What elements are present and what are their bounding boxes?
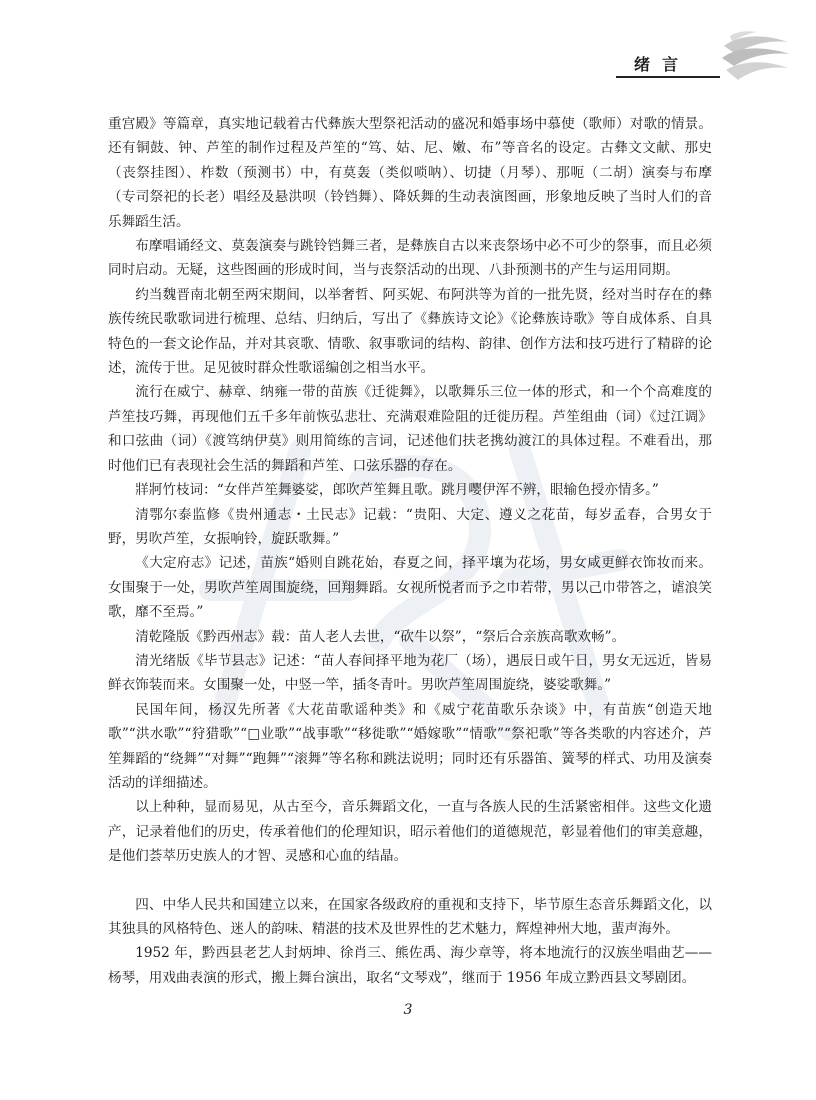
body-text <box>108 112 712 990</box>
page-header <box>0 0 816 90</box>
paragraph: 四、中华人民共和国建立以来，在国家各级政府的重视和支持下，毕节原生态音乐舞蹈文化，以其独具的风格特色、迷人的韵味、精湛的技术及世界性的艺术魅力，辉煌神州大地，蜚声海外。 <box>108 896 712 937</box>
paragraph: 《大定府志》记述，苗族“婚则自跳花始，春夏之间，择平壤为花场，男女咸更鲜衣饰妆而来。女围聚于一处，男吹芦笙周围旋绕，回翔舞蹈。女视所悦者而予之巾若带，男以己巾带答之，谑浪笑歌，靡不至焉。” <box>108 555 712 621</box>
paragraph: 重宫殿》等篇章，真实地记载着古代彝族大型祭祀活动的盛况和婚事场中慕使（歌师）对歌的情景。还有铜鼓、钟、芦笙的制作过程及芦笙的“笃、姑、尼、嫩、布”等音名的设定。古彝文文献、那史（丧祭挂图）、柞数（预测书）中，有莫轰（类似唢呐）、切捷（月琴）、那呃（二胡）演奏与布摩（专司祭祀的长老）唱经及悬洪呗（铃铛舞）、降妖舞的生动表演图画，形象地反映了当时人们的音乐舞蹈生活。 <box>108 116 712 230</box>
paragraph: 流行在威宁、赫章、纳雍一带的苗族《迁徙舞》，以歌舞乐三位一体的形式，和一个个高难度的芦笙技巧舞，再现他们五千多年前恢弘悲壮、充满艰难险阻的迁徙历程。芦笙组曲（词）《过江调》和口弦曲（词）《渡笃纳伊莫》则用简练的言词，记述他们扶老携幼渡江的具体过程。不难看出，那时他们已有表现社会生活的舞蹈和芦笙、口弦乐器的存在。 <box>108 384 712 474</box>
page-number: 3 <box>403 1002 413 1018</box>
wave-logo-icon <box>716 28 796 88</box>
paragraph: 以上种种，显而易见，从古至今，音乐舞蹈文化，一直与各族人民的生活紧密相伴。这些文化遗产，记录着他们的历史，传承着他们的伦理知识，昭示着他们的道德规范，彰显着他们的审美意趣，是他们荟萃历史族人的才智、灵感和心血的结晶。 <box>108 799 712 865</box>
paragraph: 1952 年，黔西县老艺人封炳坤、徐肖三、熊佐禹、海少章等，将本地流行的汉族坐唱曲艺——杨琴，用戏曲表演的形式，搬上舞台演出，取名“文琴戏”，继而于 1956 年成立黔西县文琴剧团。 <box>108 945 712 986</box>
running-head-title: 绪言 <box>634 55 691 74</box>
paragraph: 民国年间，杨汉先所著《大花苗歌谣种类》和《威宁花苗歌乐杂谈》中，有苗族“创造天地歌”“洪水歌”“狩猎歌”“□业歌”“战事歌”“移徙歌”“婚嫁歌”“情歌”“祭祀歌”等各类歌的内容述介，芦笙舞蹈的“绕舞”“对舞”“跑舞”“滚舞”等名称和跳法说明；同时还有乐器笛、簧琴的样式、功用及演奏活动的详细描述。 <box>108 701 712 791</box>
paragraph: 约当魏晋南北朝至两宋期间，以举奢哲、阿买妮、布阿洪等为首的一批先贤，经对当时存在的彝族传统民歌歌词进行梳理、总结、归纳后，写出了《彝族诗文论》《论彝族诗歌》等自成体系、自具特色的一套文论作品，并对其哀歌、情歌、叙事歌词的结构、韵律、创作方法和技巧进行了精辟的论述，流传于世。足见彼时群众性歌谣编创之相当水平。 <box>108 286 712 377</box>
paragraph: 布摩唱诵经文、莫轰演奏与跳铃铛舞三者，是彝族自古以来丧祭场中必不可少的祭事，而且必须同时启动。无疑，这些图画的形成时间，当与丧祭活动的出现、八卦预测书的产生与运用同期。 <box>108 238 712 279</box>
paragraph: 清乾隆版《黔西州志》载：苗人老人去世，“砍牛以祭”，“祭后合亲族高歌欢畅”。 <box>135 628 626 645</box>
header-rule <box>616 76 720 78</box>
paragraph: 清光绪版《毕节县志》记述：“苗人春间择平地为花厂（场），遇辰日或午日，男女无远近，皆易鲜衣饰装而来。女围聚一处，中竖一竿，插冬青叶。男吹芦笙周围旋绕，婆娑歌舞。” <box>108 652 712 694</box>
paragraph: 清鄂尔泰监修《贵州通志・土民志》记载：“贵阳、大定、遵义之花苗，每岁孟春，合男女于野，男吹芦笙，女振响铃，旋跃歌舞。” <box>108 506 712 547</box>
paragraph: 牂牁竹枝词：“女伴芦笙舞婆娑，郎吹芦笙舞且歌。跳月嘤伊浑不辨，眼输色授亦情多。” <box>135 482 659 499</box>
